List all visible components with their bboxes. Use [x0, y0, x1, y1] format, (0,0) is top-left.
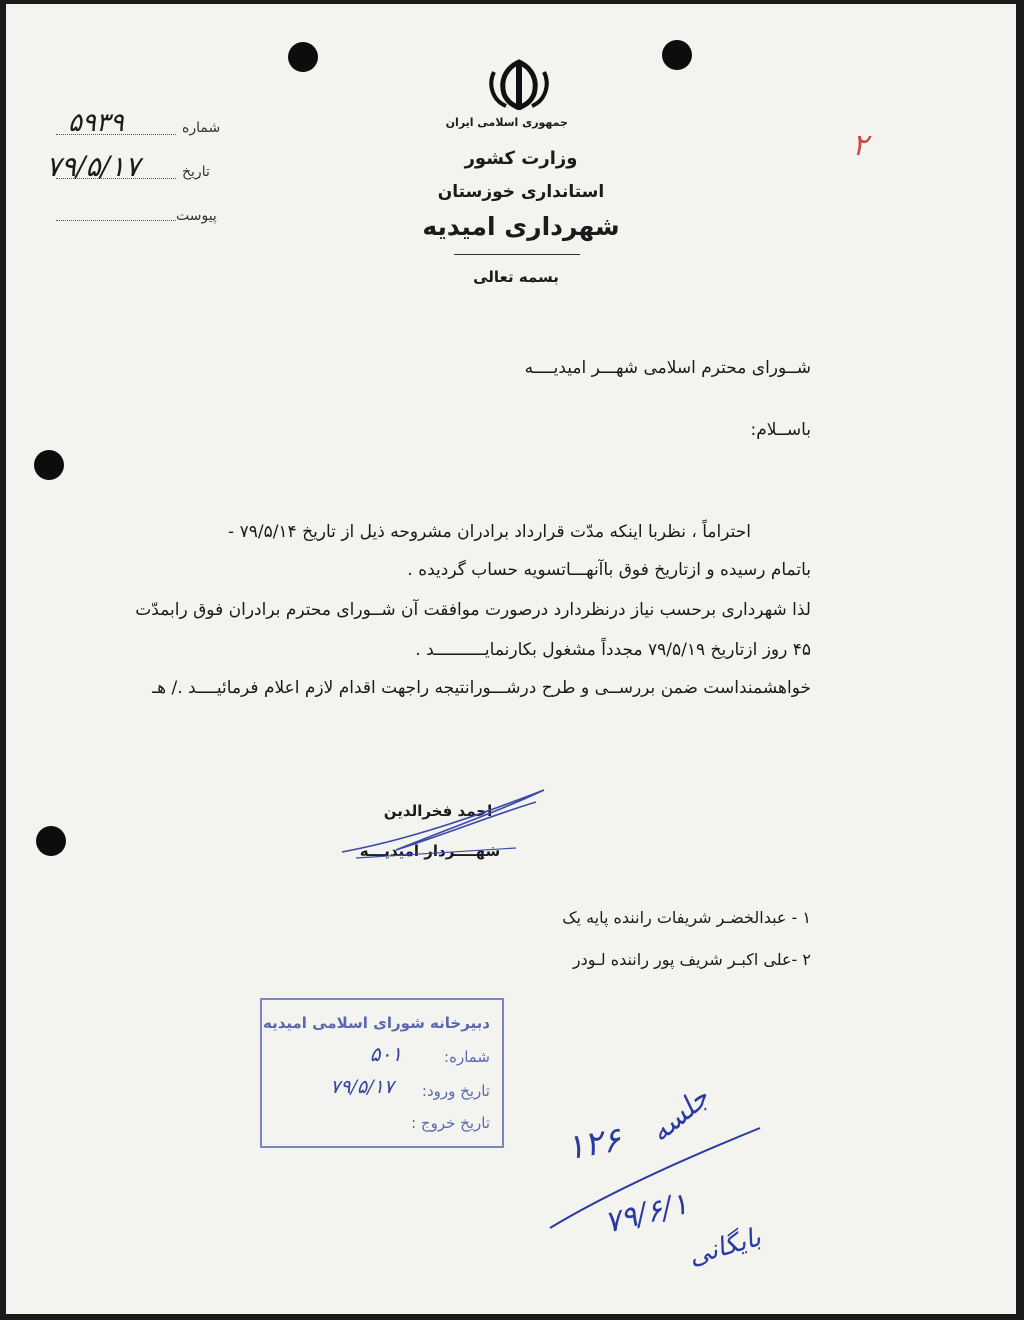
staff-item-2: ۲ -علی اکبـر شریف پور راننده لـودر	[572, 950, 811, 969]
date-value: ۷۹/۵/۱۷	[46, 150, 141, 183]
punch-hole-top-right	[662, 40, 692, 70]
body-line-1: احتراماً ، نظربا اینکه مدّت قرارداد برادران مشروحه ذیل از تاریخ ۷۹/۵/۱۴ -	[228, 522, 751, 542]
date-label: تاریخ	[182, 164, 210, 180]
invocation: بسمه تعالی	[473, 268, 559, 286]
signatory-title: شهــــردار امیدیـــه	[359, 842, 501, 860]
stamp-date-in-label: تاریخ ورود:	[421, 1082, 490, 1100]
emblem-caption: جمهوری اسلامی ایران	[445, 116, 568, 129]
body-line-2: باتمام رسیده و ازتاریخ فوق باآنهـــاتسویه حساب گردیده .	[407, 560, 811, 580]
punch-hole-left-middle	[34, 450, 64, 480]
note-line-3: ۷۹/۶/۱	[601, 1186, 692, 1241]
stamp-title: دبیرخانه شورای اسلامی امیدیه	[263, 1014, 490, 1032]
letter-page	[6, 4, 1016, 1314]
number-label: شماره	[182, 120, 221, 136]
body-line-4: ۴۵ روز ازتاریخ ۷۹/۵/۱۹ مجدداً مشغول بکارنمایــــــــــد .	[415, 640, 811, 660]
attachment-dots	[56, 220, 176, 221]
staff-item-1: ۱ - عبدالخضـر شریفات راننده پایه یک	[562, 908, 811, 927]
registry-stamp	[260, 998, 504, 1148]
signature-scribble	[336, 784, 556, 864]
note-line-2: ۱۲۶	[562, 1119, 624, 1169]
stamp-date-out-label: تاریخ خروج :	[411, 1114, 490, 1132]
iran-emblem	[486, 58, 552, 118]
note-line-4: بایگانی	[685, 1222, 765, 1272]
header-divider	[454, 254, 580, 255]
greeting: باســلام:	[750, 420, 811, 440]
body-line-3: لذا شهرداری برحسب نیاز درنظردارد درصورت موافقت آن شــورای محترم برادران فوق رابمدّت	[135, 600, 811, 620]
attachment-label: پیوست	[176, 208, 217, 224]
signatory-name: احمد فخرالدین	[383, 802, 493, 820]
punch-hole-left-lower	[36, 826, 66, 856]
margin-mark: ۲	[852, 128, 869, 163]
body-line-5: خواهشمنداست ضمن بررســی و طرح درشـــورانتیجه راجهت اقدام لازم اعلام فرمائیــــد ./ هـ	[152, 678, 811, 698]
punch-hole-top-left	[288, 42, 318, 72]
province-name: استانداری خوزستان	[437, 182, 605, 202]
municipality-name: شهرداری امیدیه	[422, 212, 620, 241]
stamp-date-in-value: ۷۹/۵/۱۷	[330, 1076, 394, 1098]
stamp-number-value: ۵۰۱	[369, 1042, 402, 1066]
ministry-name: وزارت کشور	[464, 148, 578, 169]
note-line-1: جلسه	[643, 1080, 716, 1149]
number-value: ۵۹۳۹	[68, 108, 124, 138]
recipient: شــورای محترم اسلامی شهـــر امیدیــــه	[524, 358, 811, 378]
stamp-number-label: شماره:	[444, 1048, 490, 1066]
